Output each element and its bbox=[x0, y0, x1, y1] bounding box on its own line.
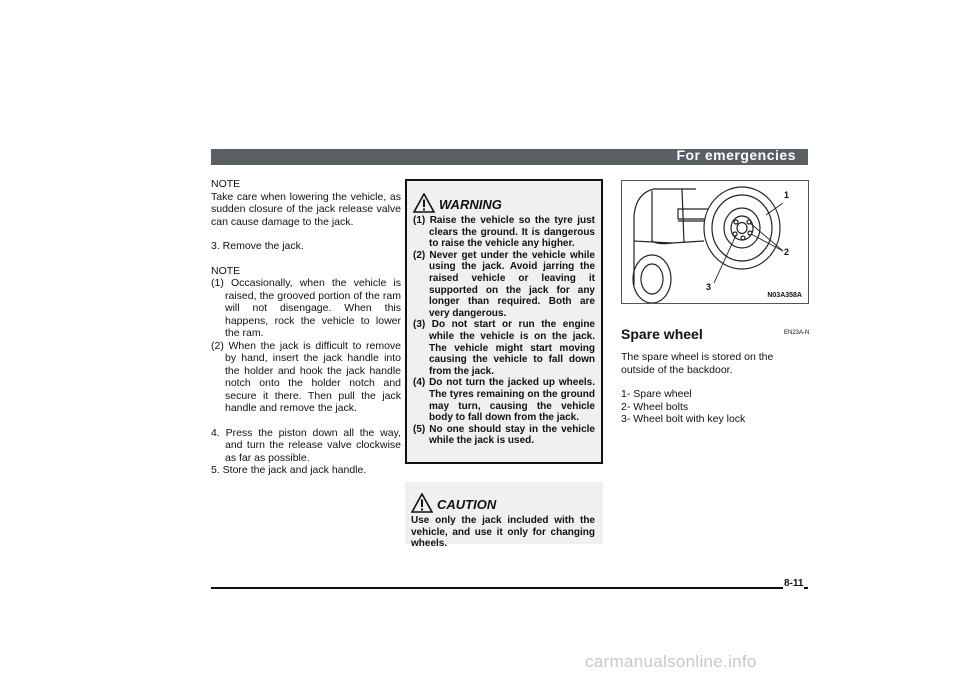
caution-text: Use only the jack included with the vehicle, and use it only for changing wheels. bbox=[411, 515, 595, 550]
note-text: Take care when lowering the vehicle, as sudden closure of the jack release valve can cause damage to the jack. bbox=[211, 190, 401, 228]
step-4: 4. Press the piston down all the way, and turn the release valve clockwise as far as possible. bbox=[211, 426, 401, 464]
warning-item: (3) Do not start or run the engine while the vehicle is on the jack. The vehicle might start moving causing the vehicle to fall down from the jack. bbox=[413, 319, 595, 377]
step-3: 3. Remove the jack. bbox=[211, 240, 304, 252]
callout-1: 1 bbox=[784, 190, 790, 200]
caution-label: CAUTION bbox=[437, 497, 497, 512]
caution-triangle-icon bbox=[411, 493, 433, 513]
page-number: 8-11 bbox=[784, 578, 804, 589]
warning-item: (2) Never get under the vehicle while using the jack. Avoid jarring the raised vehicle or leaving it supported on the jack for any longer than required. Both are very dangerous. bbox=[413, 249, 595, 319]
footer-rule bbox=[211, 587, 808, 589]
spare-wheel-figure bbox=[621, 180, 809, 304]
watermark: carmanualsonline.info bbox=[585, 652, 757, 671]
section-header-title: For emergencies bbox=[676, 147, 796, 163]
legend-item: 3- Wheel bolt with key lock bbox=[621, 413, 746, 425]
jack-instructions-column bbox=[211, 178, 401, 477]
warning-item: (1) Raise the vehicle so the tyre just clears the ground. It is dangerous to raise the vehicle any higher. bbox=[413, 215, 595, 250]
note-item-1: (1) Occasionally, when the vehicle is raised, the grooved portion of the ram will not disengage. When this happens, rock the vehicle to lower the ram. bbox=[211, 277, 401, 339]
legend-item: 2- Wheel bolts bbox=[621, 400, 689, 413]
note-label: NOTE bbox=[211, 178, 241, 190]
caution-header bbox=[411, 487, 595, 513]
spare-wheel-column bbox=[621, 351, 809, 426]
figure-code: N03A358A bbox=[767, 292, 802, 299]
warning-label: WARNING bbox=[439, 197, 502, 212]
legend-item: 1- Spare wheel bbox=[621, 388, 692, 400]
warning-list bbox=[413, 215, 595, 447]
callout-3: 3 bbox=[706, 282, 712, 292]
section-description: The spare wheel is stored on the outside of the backdoor. bbox=[621, 351, 774, 376]
note-item-2: (2) When the jack is difficult to remove by hand, insert the jack handle into the holder and hook the jack handle notch onto the holder notch and secure it there. Then pull the jack handle and remove the jack. bbox=[211, 339, 401, 414]
warning-triangle-icon bbox=[413, 193, 435, 213]
warning-header bbox=[413, 187, 595, 213]
caution-box bbox=[405, 482, 603, 550]
step-5: 5. Store the jack and jack handle. bbox=[211, 464, 367, 476]
spare-wheel-illustration bbox=[622, 181, 808, 303]
warning-box bbox=[405, 179, 603, 464]
callout-2: 2 bbox=[784, 247, 790, 257]
warning-item: (4) Do not turn the jacked up wheels. The tyres remaining on the ground may turn, causing the vehicle body to fall down from the jack. bbox=[413, 377, 595, 424]
note-label-2: NOTE bbox=[211, 264, 241, 277]
section-title: Spare wheel bbox=[621, 326, 703, 342]
section-header-bar bbox=[211, 149, 808, 165]
section-code: EN23A-N bbox=[784, 330, 810, 336]
warning-item: (5) No one should stay in the vehicle while the jack is used. bbox=[413, 423, 595, 447]
